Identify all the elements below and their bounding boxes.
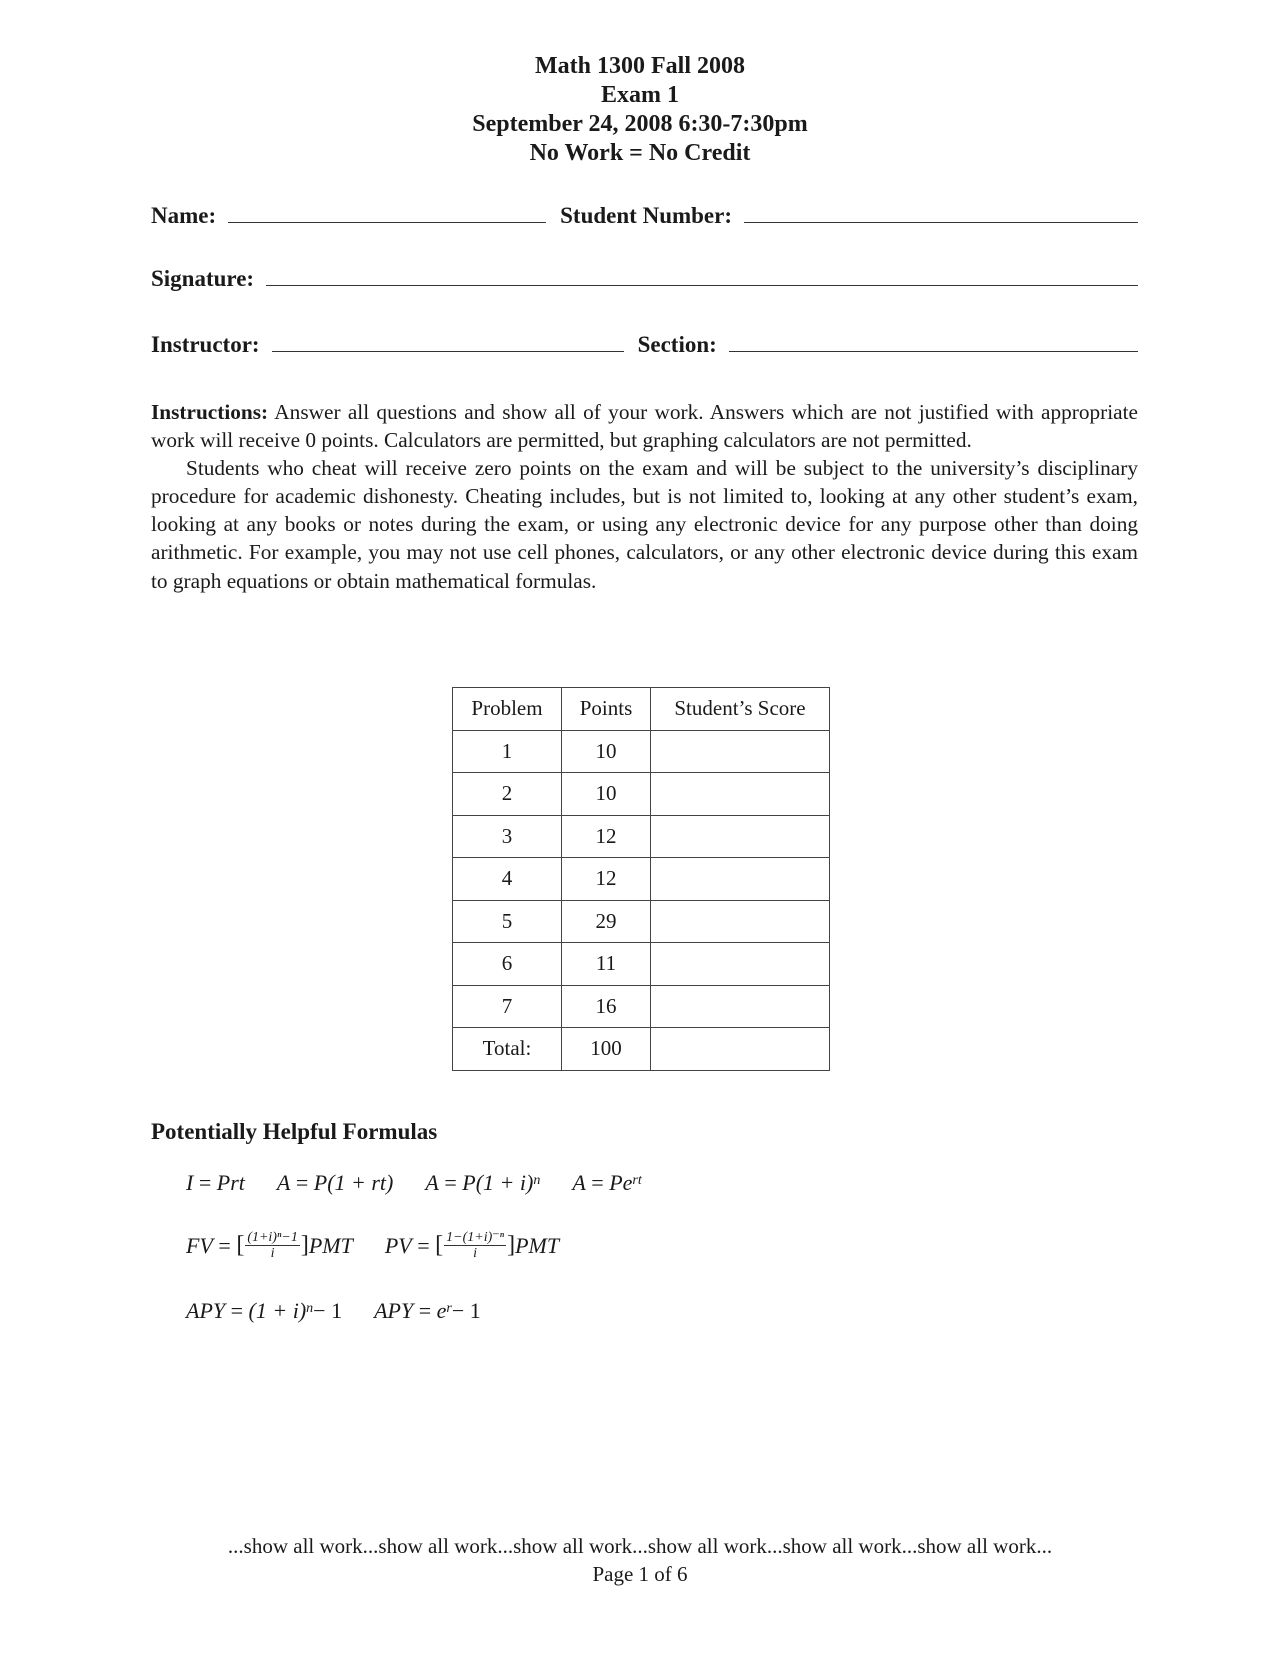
header-problem: Problem <box>453 688 562 731</box>
exam-motto: No Work = No Credit <box>529 140 751 166</box>
score-table <box>452 687 830 1071</box>
formula-present-value: PV = [ $\frac{\text{1−(1+i)⁻ⁿ}}{i}$ ] PMT <box>384 1230 560 1261</box>
exam-header <box>0 52 1280 168</box>
signature-label: Signature: <box>151 266 255 291</box>
page-number: Page 1 of 6 <box>592 1562 688 1586</box>
problem-number: 6 <box>453 943 562 986</box>
problem-number: 3 <box>453 815 562 858</box>
problem-number: 5 <box>453 900 562 943</box>
section-field[interactable] <box>729 351 1138 352</box>
total-score-cell[interactable] <box>651 1028 830 1071</box>
instructor-row <box>151 328 1138 358</box>
formula-row-2 <box>186 1230 591 1261</box>
problem-points: 12 <box>562 815 651 858</box>
problem-number: 1 <box>453 730 562 773</box>
header-student-score: Student’s Score <box>651 688 830 731</box>
name-row <box>151 199 1138 229</box>
problem-number: 2 <box>453 773 562 816</box>
table-header-row <box>453 688 830 731</box>
table-row <box>453 730 830 773</box>
instructions-paragraph-1 <box>151 398 1138 454</box>
name-label: Name: <box>151 203 217 228</box>
problem-points: 10 <box>562 773 651 816</box>
total-points: 100 <box>562 1028 651 1071</box>
instructor-label: Instructor: <box>151 332 260 357</box>
problem-points: 29 <box>562 900 651 943</box>
signature-field[interactable] <box>266 285 1138 286</box>
student-score-cell[interactable] <box>651 773 830 816</box>
exam-datetime: September 24, 2008 6:30-7:30pm <box>472 111 808 137</box>
formula-continuous-amount: A = Pe rt <box>572 1170 642 1195</box>
show-work-reminder: ...show all work...show all work...show all work...show all work...show all work...show all work... <box>227 1534 1053 1558</box>
problem-points: 16 <box>562 985 651 1028</box>
table-total-row <box>453 1028 830 1071</box>
student-score-cell[interactable] <box>651 943 830 986</box>
table-row <box>453 815 830 858</box>
table-row <box>453 773 830 816</box>
instructions-lead: Instructions: <box>151 400 269 424</box>
student-score-cell[interactable] <box>651 730 830 773</box>
formula-simple-amount: A = P(1 + rt) <box>276 1170 394 1195</box>
formula-future-value: FV = [ $\frac{\text{(1+i)ⁿ−1}}{i}$ ] PMT <box>186 1230 353 1261</box>
formula-row-3 <box>186 1298 513 1324</box>
course-title: Math 1300 Fall 2008 <box>535 53 745 79</box>
exam-title: Exam 1 <box>601 82 679 108</box>
instructions <box>151 398 1138 595</box>
table-row <box>453 900 830 943</box>
student-score-cell[interactable] <box>651 815 830 858</box>
header-points: Points <box>562 688 651 731</box>
student-number-field[interactable] <box>744 222 1138 223</box>
formula-apy-continuous: APY = e r − 1 <box>374 1298 481 1323</box>
instructions-text-1: Answer all questions and show all of your work. Answers which are not justified with appropriate work will receive 0 points. Calculators are permitted, but graphing calculators are not permitted. <box>151 400 1138 453</box>
problem-number: 4 <box>453 858 562 901</box>
page-footer <box>0 1532 1280 1588</box>
formula-apy-compound: APY = (1 + i) n − 1 <box>186 1298 343 1323</box>
table-row <box>453 985 830 1028</box>
formula-simple-interest: I = Prt <box>186 1170 245 1195</box>
name-field[interactable] <box>228 222 546 223</box>
student-score-cell[interactable] <box>651 858 830 901</box>
formulas-heading: Potentially Helpful Formulas <box>151 1119 438 1144</box>
student-score-cell[interactable] <box>651 900 830 943</box>
instructor-field[interactable] <box>272 351 624 352</box>
total-label: Total: <box>453 1028 562 1071</box>
section-label: Section: <box>637 332 717 357</box>
signature-row <box>151 262 1138 292</box>
table-row <box>453 943 830 986</box>
instructions-paragraph-2: Students who cheat will receive zero points on the exam and will be subject to the university’s disciplinary procedure for academic dishonesty. Cheating includes, but is not limited to, looking at any other student’s exam, looking at any books or notes during the exam, or using any electronic device for any purpose other than doing arithmetic. For example, you may not use cell phones, calculators, or any other electronic device during this exam to graph equations or obtain mathematical formulas. <box>151 456 1138 593</box>
student-number-label: Student Number: <box>560 203 733 228</box>
student-score-cell[interactable] <box>651 985 830 1028</box>
formula-compound-amount: A = P(1 + i) n <box>425 1170 541 1195</box>
problem-number: 7 <box>453 985 562 1028</box>
formula-row-1 <box>186 1170 674 1196</box>
problem-points: 10 <box>562 730 651 773</box>
table-row <box>453 858 830 901</box>
problem-points: 11 <box>562 943 651 986</box>
problem-points: 12 <box>562 858 651 901</box>
